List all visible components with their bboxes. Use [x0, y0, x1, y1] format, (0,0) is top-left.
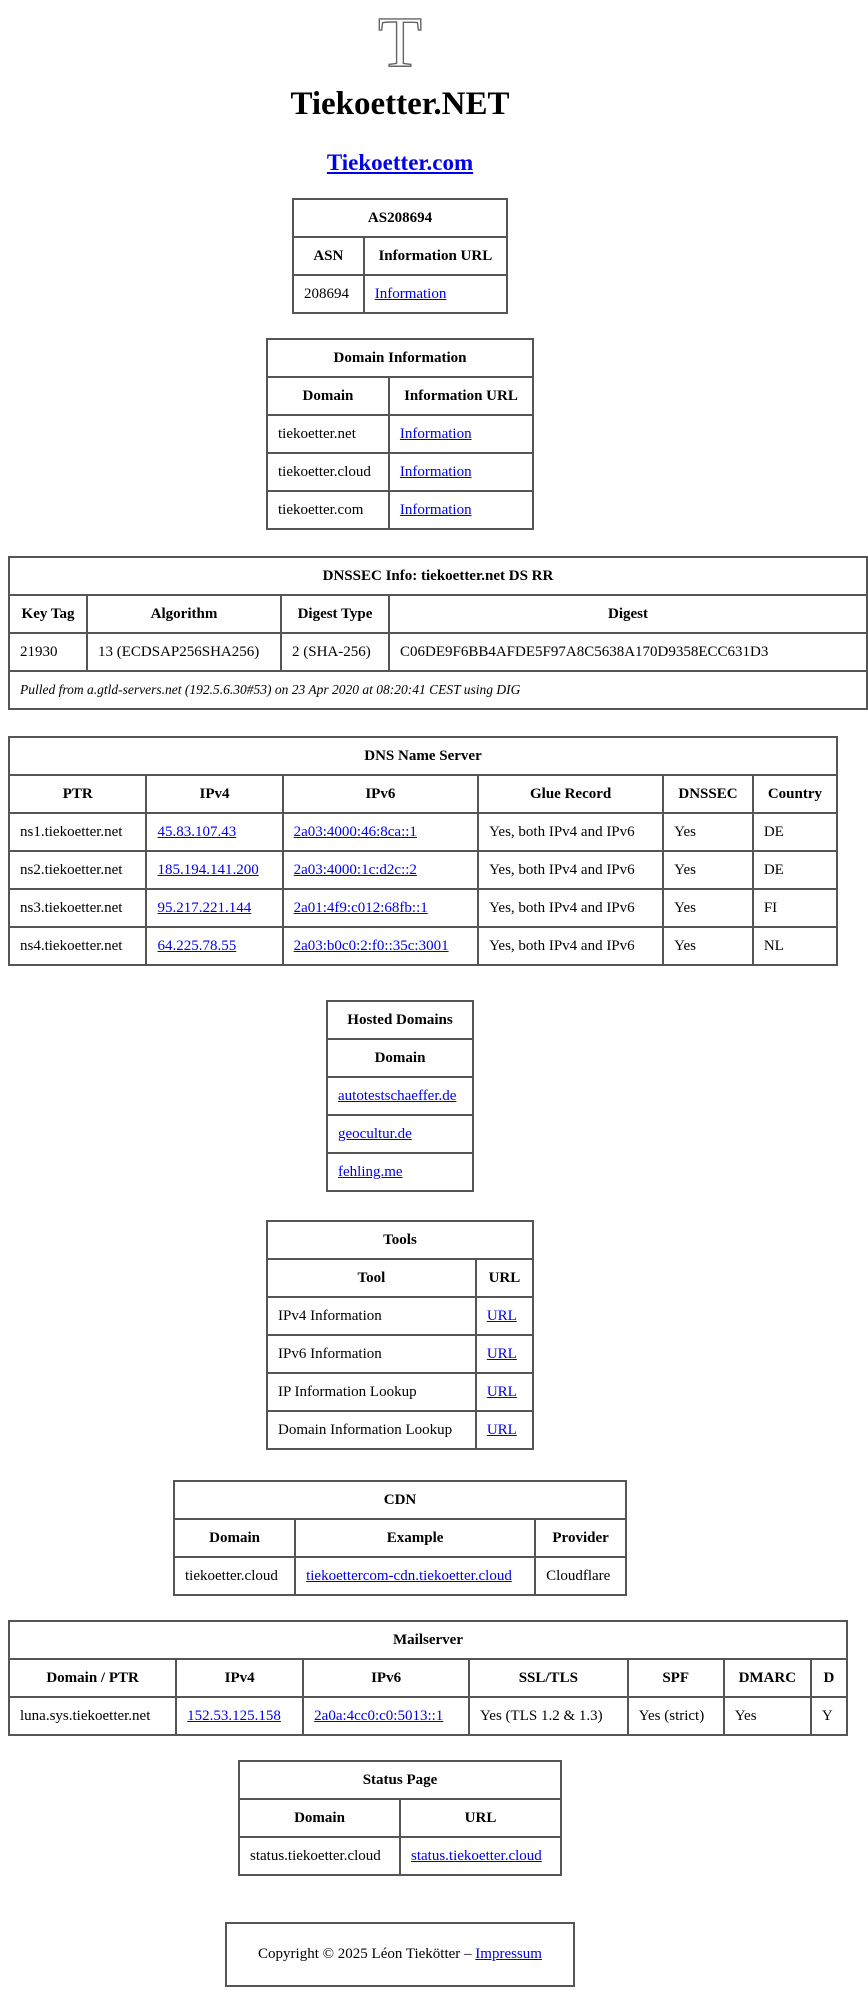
header-ipv4: IPv4: [176, 1659, 303, 1697]
table-row: [267, 453, 533, 491]
tool-name: IPv6 Information: [267, 1335, 476, 1373]
hosted-domains-table: [326, 1000, 474, 1192]
spf-value: Yes (strict): [628, 1697, 724, 1735]
ipv4-link[interactable]: 95.217.221.144: [157, 899, 252, 916]
country-value: DE: [753, 813, 837, 851]
digest-value: C06DE9F6BB4AFDE5F97A8C5638A170D9358ECC631D3: [389, 633, 867, 671]
ptr-value: ns3.tiekoetter.net: [9, 889, 146, 927]
site-logo: [370, 2, 430, 82]
dkim-value: Y: [811, 1697, 847, 1735]
header-domain: Domain: [239, 1799, 400, 1837]
header-ptr: PTR: [9, 775, 146, 813]
mail-ipv4-link[interactable]: 152.53.125.158: [187, 1707, 281, 1724]
header-digest: Digest: [389, 595, 867, 633]
ipv6-link[interactable]: 2a03:b0c0:2:f0::35c:3001: [293, 937, 449, 954]
ipv4-link[interactable]: 185.194.141.200: [157, 861, 259, 878]
dnssec-note: Pulled from a.gtld-servers.net (192.5.6.30#53) on 23 Apr 2020 at 08:20:41 CEST using DIG: [9, 671, 867, 709]
dnssec-value: Yes: [663, 889, 753, 927]
header-provider: Provider: [535, 1519, 626, 1557]
header-url: URL: [476, 1259, 533, 1297]
table-row: [267, 491, 533, 529]
header-domain: Domain: [174, 1519, 295, 1557]
key-tag-value: 21930: [9, 633, 87, 671]
header-ipv6: IPv6: [303, 1659, 469, 1697]
domain-name: tiekoetter.cloud: [267, 453, 389, 491]
hosted-domain-link[interactable]: autotestschaeffer.de: [338, 1087, 457, 1104]
table-row: [9, 889, 837, 927]
status-caption: Status Page: [239, 1761, 561, 1799]
ptr-value: ns1.tiekoetter.net: [9, 813, 146, 851]
header-algorithm: Algorithm: [87, 595, 281, 633]
cdn-caption: CDN: [174, 1481, 626, 1519]
table-row: [9, 813, 837, 851]
domain-name: tiekoetter.net: [267, 415, 389, 453]
algorithm-value: 13 (ECDSAP256SHA256): [87, 633, 281, 671]
dnssec-value: Yes: [663, 927, 753, 965]
header-country: Country: [753, 775, 837, 813]
header-info-url: Information URL: [364, 237, 507, 275]
glue-value: Yes, both IPv4 and IPv6: [478, 889, 663, 927]
header-info-url: Information URL: [389, 377, 533, 415]
ssl-tls-value: Yes (TLS 1.2 & 1.3): [469, 1697, 628, 1735]
table-row: [267, 415, 533, 453]
header-domain: Domain: [267, 377, 389, 415]
header-tool: Tool: [267, 1259, 476, 1297]
page-title: Tiekoetter.NET: [290, 86, 510, 122]
ptr-value: ns2.tiekoetter.net: [9, 851, 146, 889]
table-row: [267, 1373, 533, 1411]
tool-url-link[interactable]: URL: [486, 1383, 517, 1400]
dns-table: [8, 736, 838, 966]
domain-info-link[interactable]: Information: [399, 425, 472, 442]
dnssec-clip: [8, 556, 800, 697]
asn-info-link[interactable]: Information: [374, 285, 447, 302]
header-example: Example: [295, 1519, 535, 1557]
domain-info-table: [266, 338, 534, 530]
header-ssl-tls: SSL/TLS: [469, 1659, 628, 1697]
dnssec-table: [8, 556, 868, 710]
as-caption: AS208694: [293, 199, 507, 237]
ipv6-link[interactable]: 2a03:4000:46:8ca::1: [293, 823, 417, 840]
impressum-link[interactable]: Impressum: [475, 1946, 542, 1962]
domain-name: tiekoetter.com: [267, 491, 389, 529]
table-row: [327, 1153, 473, 1191]
table-row: [267, 1411, 533, 1449]
hosted-domain-link[interactable]: fehling.me: [338, 1163, 403, 1180]
header-dkim: D: [811, 1659, 847, 1697]
asn-value: 208694: [293, 275, 364, 313]
glue-value: Yes, both IPv4 and IPv6: [478, 813, 663, 851]
hosted-caption: Hosted Domains: [327, 1001, 473, 1039]
table-row: [239, 1837, 561, 1875]
table-row: [327, 1077, 473, 1115]
ptr-value: ns4.tiekoetter.net: [9, 927, 146, 965]
header-digest-type: Digest Type: [281, 595, 389, 633]
domain-info-link[interactable]: Information: [399, 501, 472, 518]
table-row: [9, 851, 837, 889]
mail-caption: Mailserver: [9, 1621, 847, 1659]
dnssec-value: Yes: [663, 851, 753, 889]
header-glue: Glue Record: [478, 775, 663, 813]
domain-info-link[interactable]: Information: [399, 463, 472, 480]
table-row: [267, 1297, 533, 1335]
cdn-domain: tiekoetter.cloud: [174, 1557, 295, 1595]
country-value: NL: [753, 927, 837, 965]
digest-type-value: 2 (SHA-256): [281, 633, 389, 671]
table-row: [174, 1557, 626, 1595]
dnssec-value: Yes: [663, 813, 753, 851]
country-value: DE: [753, 851, 837, 889]
dns-clip: [8, 736, 822, 982]
status-page-link[interactable]: status.tiekoetter.cloud: [411, 1847, 542, 1864]
ipv6-link[interactable]: 2a01:4f9:c012:68fb::1: [293, 899, 428, 916]
mail-ipv6-link[interactable]: 2a0a:4cc0:c0:5013::1: [314, 1707, 444, 1724]
dmarc-value: Yes: [724, 1697, 811, 1735]
hosted-domain-link[interactable]: geocultur.de: [338, 1125, 412, 1142]
tools-table: [266, 1220, 534, 1450]
mail-ptr: luna.sys.tiekoetter.net: [9, 1697, 176, 1735]
status-page-table: [238, 1760, 562, 1876]
copyright-text: Copyright © 2025 Léon Tiekötter –: [258, 1946, 476, 1962]
tool-url-link[interactable]: URL: [486, 1421, 517, 1438]
dnssec-caption: DNSSEC Info: tiekoetter.net DS RR: [9, 557, 867, 595]
ipv4-link[interactable]: 45.83.107.43: [157, 823, 237, 840]
tool-name: IP Information Lookup: [267, 1373, 476, 1411]
mail-clip: [8, 1620, 835, 1742]
tools-caption: Tools: [267, 1221, 533, 1259]
header-url: URL: [400, 1799, 561, 1837]
header-domain-ptr: Domain / PTR: [9, 1659, 176, 1697]
table-row: [327, 1115, 473, 1153]
header-domain: Domain: [327, 1039, 473, 1077]
glue-value: Yes, both IPv4 and IPv6: [478, 927, 663, 965]
ipv6-link[interactable]: 2a03:4000:1c:d2c::2: [293, 861, 417, 878]
status-domain: status.tiekoetter.cloud: [239, 1837, 400, 1875]
header-dnssec: DNSSEC: [663, 775, 753, 813]
table-row: [9, 927, 837, 965]
header-asn: ASN: [293, 237, 364, 275]
as-table: [292, 198, 508, 314]
dns-caption: DNS Name Server: [9, 737, 837, 775]
header-dmarc: DMARC: [724, 1659, 811, 1697]
header-ipv6: IPv6: [283, 775, 478, 813]
country-value: FI: [753, 889, 837, 927]
tool-name: Domain Information Lookup: [267, 1411, 476, 1449]
ipv4-link[interactable]: 64.225.78.55: [157, 937, 237, 954]
glue-value: Yes, both IPv4 and IPv6: [478, 851, 663, 889]
tiekoetter-com-link[interactable]: Tiekoetter.com: [326, 150, 474, 175]
cdn-provider: Cloudflare: [535, 1557, 626, 1595]
logo-letter: T: [378, 2, 422, 82]
table-row: [9, 1697, 847, 1735]
tool-name: IPv4 Information: [267, 1297, 476, 1335]
header-key-tag: Key Tag: [9, 595, 87, 633]
cdn-table: [173, 1480, 627, 1596]
table-row: [267, 1335, 533, 1373]
tool-url-link[interactable]: URL: [486, 1307, 517, 1324]
domain-info-caption: Domain Information: [267, 339, 533, 377]
table-row: [293, 275, 507, 313]
cdn-example-link[interactable]: tiekoettercom-cdn.tiekoetter.cloud: [306, 1567, 512, 1584]
header-ipv4: IPv4: [146, 775, 282, 813]
header-spf: SPF: [628, 1659, 724, 1697]
copyright-box: [225, 1922, 575, 1987]
mail-table: [8, 1620, 848, 1736]
table-row: [9, 633, 867, 671]
tool-url-link[interactable]: URL: [486, 1345, 517, 1362]
